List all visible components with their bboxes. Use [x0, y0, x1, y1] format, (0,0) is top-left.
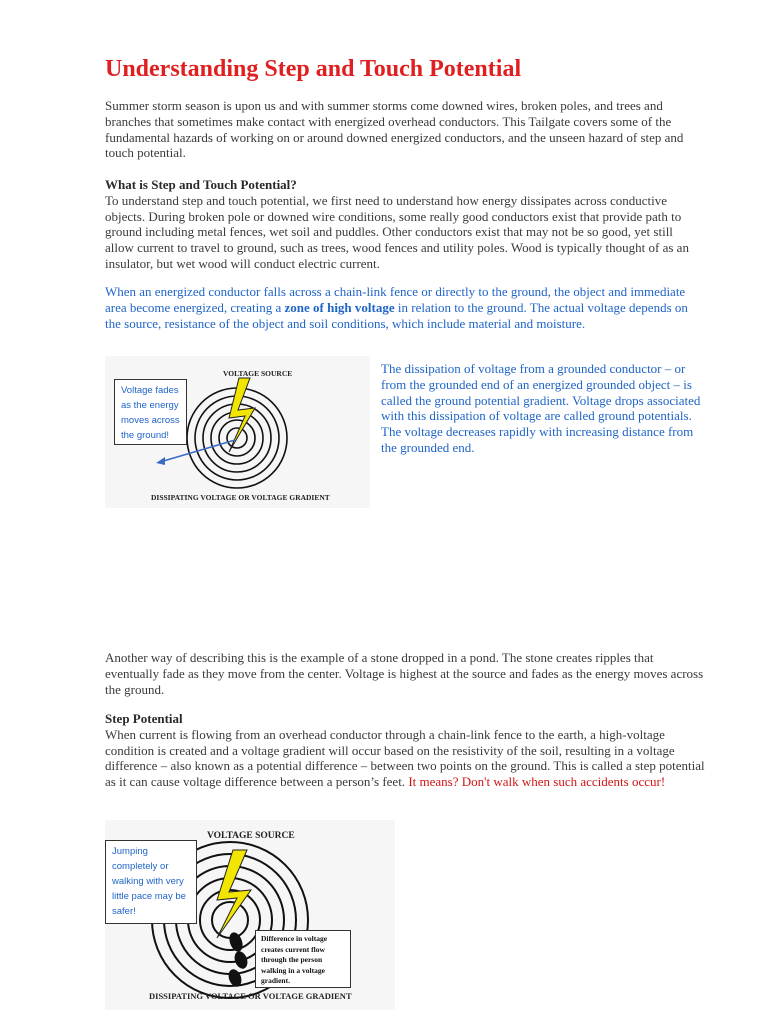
- figure2-source-label: VOLTAGE SOURCE: [207, 831, 295, 841]
- energized-text-before: When an energized conductor falls across a chain-link fence or directly to the ground, the object and immediate area become energized, creating a: [105, 284, 686, 315]
- step-potential-figure: [105, 820, 395, 1010]
- zone-emphasis: zone of high voltage: [284, 299, 395, 315]
- intro-paragraph: Summer storm season is upon us and with summer storms come downed wires, broken poles, and trees and branches that sometimes make contact with energized overhead conductors. This Tailgate covers some of the fundamental hazards of working on or around downed energized conductors, and the unseen hazard of step and touch potential.: [105, 98, 684, 161]
- section-heading-what-is: What is Step and Touch Potential?: [105, 177, 297, 192]
- figure-source-label: VOLTAGE SOURCE: [223, 369, 293, 378]
- voltage-gradient-figure: [105, 356, 370, 508]
- dissipation-paragraph: The dissipation of voltage from a grounded conductor – or from the grounded end of an energized grounded object – is called the ground potential gradient. Voltage drops associated with this dissipation of voltage are called ground potentials. The voltage decreases rapidly with increasing distance from the grounded end.: [381, 361, 701, 455]
- arrow-head-icon: [156, 457, 165, 465]
- page-title: Understanding Step and Touch Potential: [105, 56, 522, 82]
- figure2-callout: Jumping completely or walking with very little pace may be safer!: [105, 840, 197, 924]
- energized-text-after: in relation to the ground. The actual voltage depends on the source, resistance of the object and soil conditions, which include material and moisture.: [105, 299, 688, 331]
- section-body-what-is: To understand step and touch potential, we first need to understand how energy dissipates across conductive objects. During broken pole or downed wire conditions, some really good conductors exist that provide path to ground including metal fences, wet soil and puddles. Other conductors exist that may not be so good, yet still allow current to travel to ground, such as trees, wood fences and utility poles. Wood is typically thought of as an insulator, but wet wood will conduct electric current.: [105, 192, 689, 271]
- section-body-step: When current is flowing from an overhead conductor through a chain-link fence to the earth, a high-voltage condition is created and a voltage gradient will occur based on the resistivity of the soil, resulting in a voltage difference – also known as a potential difference – between two points on the ground. This is called a step potential as it can cause voltage difference between a person’s feet.: [105, 726, 705, 790]
- footprint-icon: [232, 949, 249, 970]
- figure2-note: Difference in voltage creates current flow through the person walking in a voltage gradient.: [255, 930, 351, 988]
- section-heading-step: Step Potential: [105, 711, 183, 726]
- figure-caption: DISSIPATING VOLTAGE OR VOLTAGE GRADIENT: [151, 493, 330, 502]
- section-what-is: [105, 177, 705, 272]
- section-step: [105, 711, 705, 790]
- figure-callout: Voltage fades as the energy moves across the ground!: [114, 379, 187, 445]
- step-warning: It means? Don't walk when such accidents occur!: [408, 774, 666, 790]
- energized-paragraph: [105, 284, 705, 331]
- lightning-bolt-icon: [217, 850, 251, 938]
- figure2-caption: DISSIPATING VOLTAGE OR VOLTAGE GRADIENT: [149, 991, 352, 1001]
- pond-paragraph: Another way of describing this is the example of a stone dropped in a pond. The stone creates ripples that eventually fade as they move from the center. Voltage is highest at the source and fades as the energy moves across the ground.: [105, 650, 704, 697]
